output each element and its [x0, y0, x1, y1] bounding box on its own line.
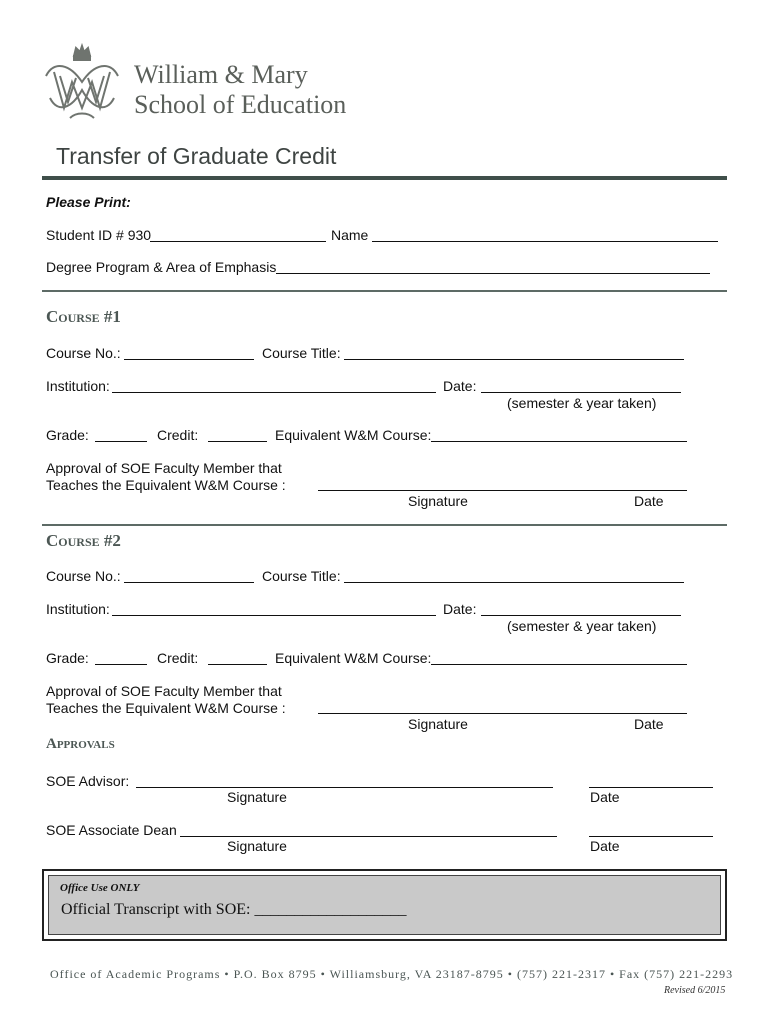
course1-sigdate-caption: Date: [634, 493, 664, 509]
dean-label: SOE Associate Dean: [46, 822, 177, 838]
revised-date: Revised 6/2015: [664, 985, 726, 996]
course1-credit-field[interactable]: [208, 441, 267, 442]
please-print-label: Please Print:: [46, 194, 131, 210]
course2-heading: Course #2: [46, 531, 121, 550]
course1-title-field[interactable]: [344, 359, 684, 360]
course2-date-note: (semester & year taken): [507, 618, 657, 634]
course2-grade-field[interactable]: [95, 664, 147, 665]
office-use-box: [42, 869, 727, 941]
course2-institution-label: Institution:: [46, 601, 110, 617]
advisor-date-caption: Date: [590, 789, 620, 805]
course2-credit-field[interactable]: [208, 664, 267, 665]
wm-cypher-logo: [40, 42, 124, 126]
official-transcript-line[interactable]: Official Transcript with SOE: ___________________: [61, 901, 407, 918]
dean-date-caption: Date: [590, 838, 620, 854]
student-id-field[interactable]: [150, 241, 326, 242]
course1-signature-caption: Signature: [408, 493, 468, 509]
course1-no-field[interactable]: [124, 359, 254, 360]
course1-equivalent-field[interactable]: [431, 441, 687, 442]
page-title: Transfer of Graduate Credit: [56, 143, 337, 169]
course2-credit-label: Credit:: [157, 650, 199, 666]
title-rule: [42, 176, 727, 180]
name-label: Name: [331, 227, 369, 243]
course1-institution-label: Institution:: [46, 378, 110, 394]
course2-no-label: Course No.:: [46, 568, 121, 584]
course2-approval-line2: Teaches the Equivalent W&M Course :: [46, 700, 286, 716]
course2-signature-caption: Signature: [408, 716, 468, 732]
logo-line2: School of Education: [134, 90, 347, 119]
course2-date-label: Date:: [443, 601, 477, 617]
course1-date-field[interactable]: [481, 392, 681, 393]
course2-title-label: Course Title:: [262, 568, 341, 584]
course2-equivalent-field[interactable]: [431, 664, 687, 665]
course2-date-field[interactable]: [481, 615, 681, 616]
course1-date-label: Date:: [443, 378, 477, 394]
course2-approval-line1: Approval of SOE Faculty Member that: [46, 683, 282, 699]
course2-title-field[interactable]: [344, 582, 684, 583]
course1-institution-field[interactable]: [112, 392, 436, 393]
course2-sigdate-caption: Date: [634, 716, 664, 732]
degree-label: Degree Program & Area of Emphasis: [46, 259, 277, 275]
course2-no-field[interactable]: [124, 582, 254, 583]
course1-credit-label: Credit:: [157, 427, 199, 443]
office-use-panel: [48, 875, 721, 935]
course1-approval-line1: Approval of SOE Faculty Member that: [46, 460, 282, 476]
name-field[interactable]: [372, 241, 718, 242]
advisor-date-field[interactable]: [589, 787, 713, 788]
dean-signature-caption: Signature: [227, 838, 287, 854]
footer-address: Office of Academic Programs • P.O. Box 8795 • Williamsburg, VA 23187-8795 • (757) 221-2317 • Fax (757) 221-2293: [50, 967, 734, 981]
dean-date-field[interactable]: [589, 836, 713, 837]
course1-signature-field[interactable]: [318, 490, 687, 491]
approvals-heading: Approvals: [46, 736, 115, 752]
student-id-label: Student ID # 930: [46, 227, 152, 243]
course1-grade-field[interactable]: [95, 441, 147, 442]
course1-date-note: (semester & year taken): [507, 395, 657, 411]
course2-grade-label: Grade:: [46, 650, 89, 666]
course1-title-label: Course Title:: [262, 345, 341, 361]
section-divider: [42, 524, 727, 526]
advisor-signature-caption: Signature: [227, 789, 287, 805]
course2-institution-field[interactable]: [112, 615, 436, 616]
dean-signature-field[interactable]: [180, 836, 557, 837]
degree-field[interactable]: [276, 273, 710, 274]
logo-line1: William & Mary: [134, 60, 308, 89]
course1-equivalent-label: Equivalent W&M Course:: [275, 427, 432, 443]
office-use-label: Office Use ONLY: [60, 882, 140, 894]
advisor-label: SOE Advisor:: [46, 773, 130, 789]
course1-no-label: Course No.:: [46, 345, 121, 361]
advisor-signature-field[interactable]: [136, 787, 553, 788]
course1-approval-line2: Teaches the Equivalent W&M Course :: [46, 477, 286, 493]
course1-grade-label: Grade:: [46, 427, 89, 443]
course1-heading: Course #1: [46, 307, 121, 326]
course2-signature-field[interactable]: [318, 713, 687, 714]
section-divider: [42, 290, 727, 292]
course2-equivalent-label: Equivalent W&M Course:: [275, 650, 432, 666]
